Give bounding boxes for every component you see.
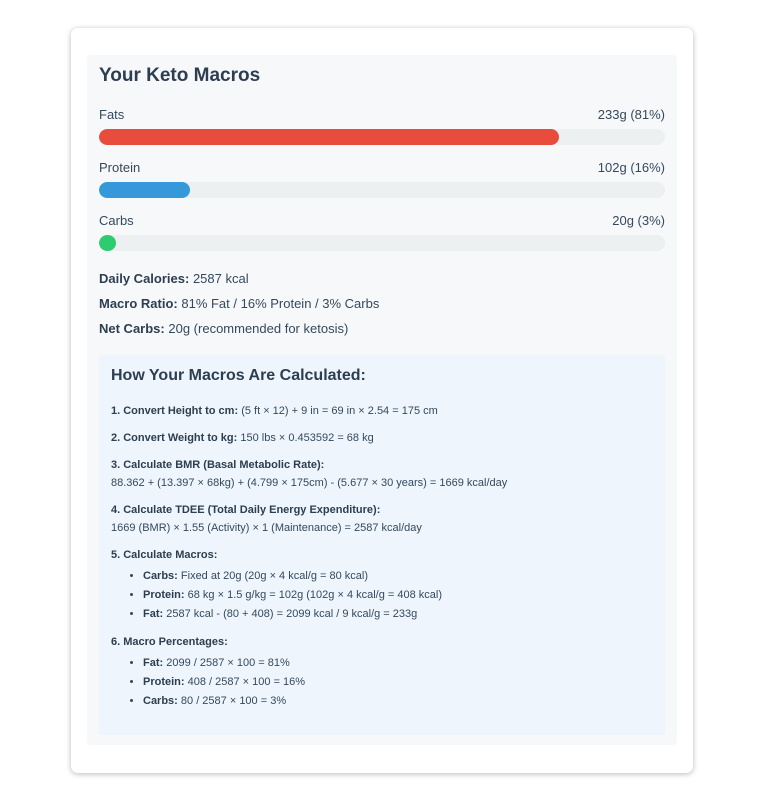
list-item-text: 408 / 2587 × 100 = 16% <box>187 676 306 688</box>
daily-calories <box>99 271 249 286</box>
macro-carbs-bar <box>99 235 665 251</box>
macro-protein-fill <box>99 182 190 198</box>
macro-carbs <box>99 213 665 251</box>
macro-fats-value: 233g (81%) <box>597 107 665 122</box>
calculation-box <box>99 355 665 735</box>
step-5-list <box>111 567 653 624</box>
list-item-label: Protein: <box>143 676 185 688</box>
list-item-text: 68 kg × 1.5 g/kg = 102g (102g × 4 kcal/g = 408 kcal) <box>187 589 443 601</box>
list-item-label: Carbs: <box>143 570 178 582</box>
results-card <box>71 28 693 773</box>
list-item-label: Carbs: <box>143 695 178 707</box>
list-item-text: 2099 / 2587 × 100 = 81% <box>166 657 290 669</box>
list-item-text: Fixed at 20g (20g × 4 kcal/g = 80 kcal) <box>180 570 369 582</box>
macro-carbs-fill <box>99 235 116 251</box>
step-2 <box>111 429 653 447</box>
step-1-text: (5 ft × 12) + 9 in = 69 in × 2.54 = 175 cm <box>241 405 438 417</box>
calculation-heading: How Your Macros Are Calculated: <box>111 367 366 384</box>
macro-fats-label: Fats <box>99 107 125 122</box>
list-item <box>143 692 653 711</box>
step-3 <box>111 456 653 492</box>
macro-protein <box>99 160 665 198</box>
list-item-text: 80 / 2587 × 100 = 3% <box>180 695 287 707</box>
macro-protein-value: 102g (16%) <box>597 160 665 175</box>
step-4 <box>111 501 653 537</box>
list-item-label: Fat: <box>143 657 164 669</box>
step-4-text: 1669 (BMR) × 1.55 (Activity) × 1 (Maintenance) = 2587 kcal/day <box>111 522 422 534</box>
net-carbs <box>99 321 348 336</box>
step-5-heading: 5. Calculate Macros: <box>111 549 218 561</box>
step-2-heading: 2. Convert Weight to kg: <box>111 432 238 444</box>
daily-calories-label: Daily Calories: <box>99 271 190 286</box>
macro-carbs-label: Carbs <box>99 213 134 228</box>
list-item <box>143 567 653 586</box>
net-carbs-value: 20g (recommended for ketosis) <box>168 321 349 336</box>
daily-calories-value: 2587 kcal <box>192 271 249 286</box>
list-item <box>143 673 653 692</box>
page-title: Your Keto Macros <box>99 65 261 86</box>
macro-ratio-label: Macro Ratio: <box>99 296 178 311</box>
macro-fats <box>99 107 665 145</box>
step-1 <box>111 402 653 420</box>
macro-fats-fill <box>99 129 559 145</box>
step-4-heading: 4. Calculate TDEE (Total Daily Energy Expenditure): <box>111 504 381 516</box>
step-2-text: 150 lbs × 0.453592 = 68 kg <box>240 432 374 444</box>
macro-fats-bar <box>99 129 665 145</box>
macros-panel <box>87 55 677 745</box>
list-item <box>143 654 653 673</box>
step-6-heading: 6. Macro Percentages: <box>111 636 228 648</box>
step-6-list <box>111 654 653 711</box>
list-item-text: 2587 kcal - (80 + 408) = 2099 kcal / 9 kcal/g = 233g <box>166 608 418 620</box>
list-item-label: Protein: <box>143 589 185 601</box>
macro-ratio-value: 81% Fat / 16% Protein / 3% Carbs <box>181 296 380 311</box>
step-5 <box>111 546 653 624</box>
step-1-heading: 1. Convert Height to cm: <box>111 405 239 417</box>
macro-carbs-value: 20g (3%) <box>612 213 665 228</box>
list-item <box>143 586 653 605</box>
macro-protein-bar <box>99 182 665 198</box>
step-3-text: 88.362 + (13.397 × 68kg) + (4.799 × 175cm) - (5.677 × 30 years) = 1669 kcal/day <box>111 477 508 489</box>
step-3-heading: 3. Calculate BMR (Basal Metabolic Rate): <box>111 459 325 471</box>
list-item <box>143 605 653 624</box>
net-carbs-label: Net Carbs: <box>99 321 165 336</box>
step-6 <box>111 633 653 711</box>
macro-ratio <box>99 296 379 311</box>
macro-protein-label: Protein <box>99 160 141 175</box>
list-item-label: Fat: <box>143 608 164 620</box>
